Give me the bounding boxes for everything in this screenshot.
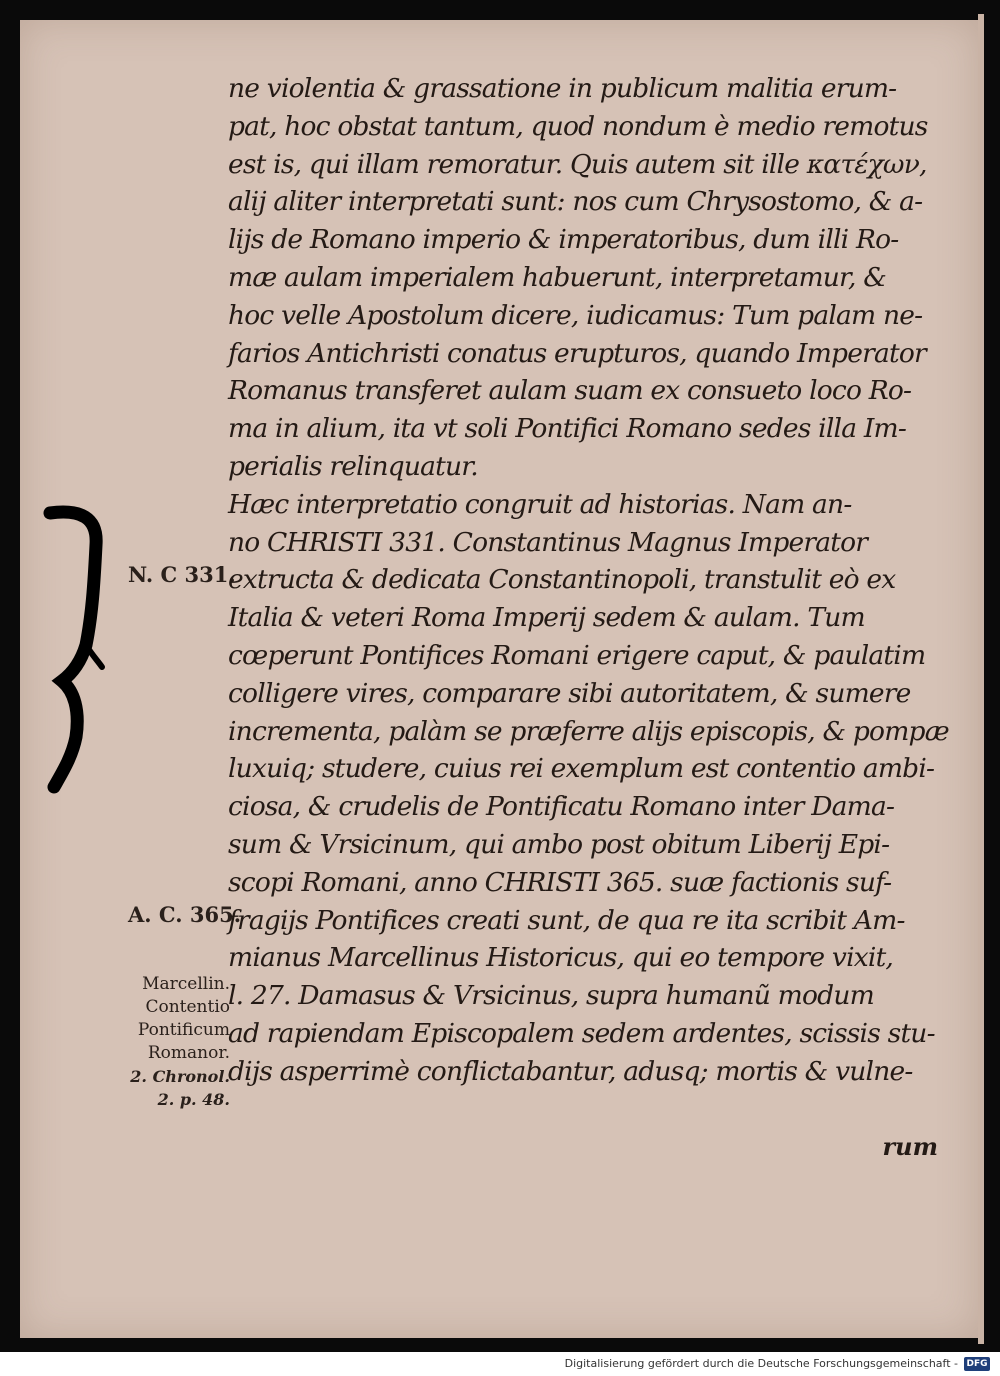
- page-edge: [978, 14, 984, 1344]
- text-line: extructa & dedicata Constantinopoli, transtulit eò ex: [228, 564, 896, 596]
- margin-note-line: 2. Chronol.: [130, 1067, 230, 1086]
- margin-note-line: Romanor.: [147, 1043, 230, 1063]
- text-line: sum & Vrsicinum, qui ambo post obitum Liberij Epi-: [228, 828, 890, 860]
- text-line: luxuiq; studere, cuius rei exemplum est contentio ambi-: [228, 753, 935, 785]
- text-line: Hæc interpretatio congruit ad historias. Nam an-: [228, 488, 852, 520]
- text-line: est is, qui illam remoratur. Quis autem sit ille κατέχων,: [228, 148, 927, 180]
- margin-note-block: [112, 973, 230, 1111]
- text-line: ad rapiendam Episcopalem sedem ardentes, scissis stu-: [228, 1017, 935, 1049]
- text-line: dijs asperrimè conflictabantur, adusq; mortis & vulne-: [228, 1055, 913, 1087]
- text-line: perialis relinquatur.: [228, 450, 478, 482]
- text-line: colligere vires, comparare sibi autoritatem, & sumere: [228, 677, 911, 709]
- margin-note-line: Pontificum: [137, 1020, 230, 1040]
- margin-note-nc-331: N. C 331.: [128, 562, 236, 587]
- text-line: l. 27. Damasus & Vrsicinus, supra humanũ modum: [228, 980, 874, 1012]
- text-line: pat, hoc obstat tantum, quod nondum è medio remotus: [228, 110, 928, 142]
- catchword: rum: [882, 1132, 938, 1161]
- margin-note-line: Contentio: [145, 997, 230, 1017]
- margin-note-ac-365: A. C. 365.: [128, 902, 242, 927]
- text-line: incrementa, palàm se præferre alijs episcopis, & pompæ: [228, 715, 949, 747]
- text-line: alij aliter interpretati sunt: nos cum Chrysostomo, & a-: [228, 186, 923, 218]
- main-text-block: [228, 70, 948, 1091]
- text-line: cœperunt Pontifices Romani erigere caput, & paulatim: [228, 639, 926, 671]
- ink-bracket-mark: [40, 505, 120, 795]
- footer-bar: [0, 1352, 1000, 1376]
- margin-note-line: Marcellin.: [142, 974, 230, 994]
- text-line: ma in alium, ita vt soli Pontifici Romano sedes illa Im-: [228, 413, 906, 445]
- footer-credit: Digitalisierung gefördert durch die Deutsche Forschungsgemeinschaft -: [564, 1357, 958, 1370]
- text-line: hoc velle Apostolum dicere, iudicamus: Tum palam ne-: [228, 299, 923, 331]
- text-line: farios Antichristi conatus erupturos, quando Imperator: [228, 337, 926, 369]
- text-line: mæ aulam imperialem habuerunt, interpretamur, &: [228, 261, 887, 293]
- text-line: Italia & veteri Roma Imperij sedem & aulam. Tum: [228, 602, 865, 634]
- text-line: scopi Romani, anno CHRISTI 365. suæ factionis suf-: [228, 866, 892, 898]
- text-line: no CHRISTI 331. Constantinus Magnus Imperator: [228, 526, 868, 558]
- text-line: ne violentia & grassatione in publicum malitia erum-: [228, 73, 897, 104]
- margin-note-line: 2. p. 48.: [157, 1090, 230, 1109]
- dfg-logo-icon[interactable]: DFG: [964, 1357, 990, 1371]
- text-line: ciosa, & crudelis de Pontificatu Romano inter Dama-: [228, 791, 895, 823]
- text-line: Romanus transferet aulam suam ex consueto loco Ro-: [228, 375, 912, 407]
- text-line: fragijs Pontifices creati sunt, de qua re ita scribit Am-: [228, 904, 905, 936]
- text-line: mianus Marcellinus Historicus, qui eo tempore vixit,: [228, 942, 894, 974]
- text-line: lijs de Romano imperio & imperatoribus, dum illi Ro-: [228, 224, 899, 256]
